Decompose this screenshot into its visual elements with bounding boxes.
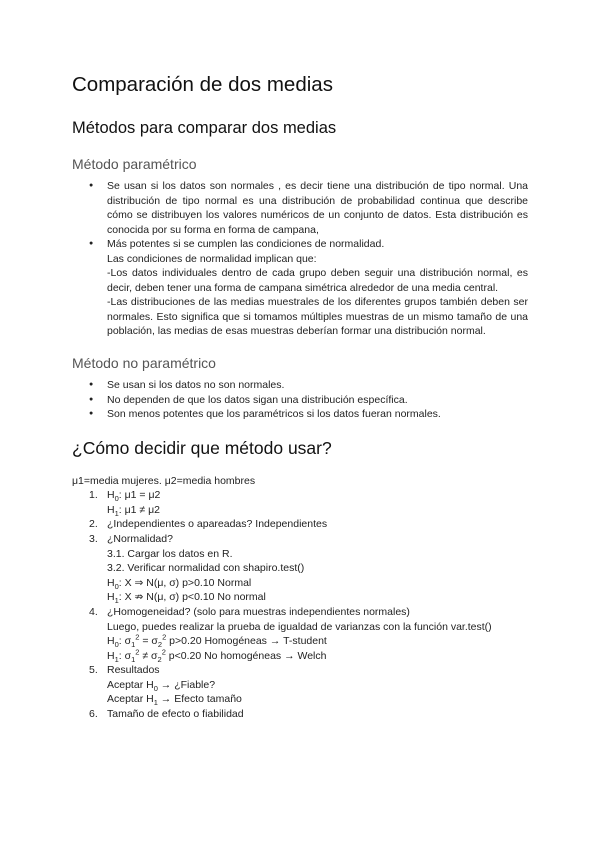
hypothesis-h0: $H_0$: X ⇒ N(μ, σ) p>0.10 Normal: [107, 576, 252, 591]
step-number: 5.: [89, 664, 98, 677]
document-page: [72, 70, 528, 722]
page-title: Comparación de dos medias: [72, 73, 333, 96]
step-text: Resultados: [107, 664, 160, 677]
step-substep: 3.1. Cargar los datos en R.: [107, 547, 233, 560]
accept-h0: Aceptar $H_0$ → ¿Fiable?: [107, 678, 216, 693]
step-substep: Luego, puedes realizar la prueba de igualdad de varianzas con la función var.test(): [107, 620, 492, 633]
list-item: ● Son menos potentes que los paramétricos si los datos fueran normales.: [72, 407, 528, 422]
nonparametric-section: [72, 353, 528, 422]
list-item-text: Más potentes si se cumplen las condiciones de normalidad.: [107, 238, 385, 250]
step-number: 4.: [89, 605, 98, 618]
step-number: 1.: [89, 489, 98, 502]
step-2: [72, 517, 528, 532]
hypothesis-h0: $H_0$: μ1 = μ2: [107, 489, 161, 504]
step-6: [72, 707, 528, 722]
accept-h1: Aceptar $H_1$ → Efecto tamaño: [107, 693, 242, 708]
section-heading-decide: ¿Cómo decidir que método usar?: [72, 437, 332, 458]
list-item: ● Se usan si los datos son normales , es decir tiene una distribución de tipo normal. Una distribución de tipo normal es una distribución de probabilidad continua que describe cómo se distribuyen los valores numéricos de un conjunto de datos. Esta distribución es conocida por su forma en forma de campana,: [72, 179, 528, 237]
step-3: [72, 532, 528, 605]
parametric-heading: Método paramétrico: [72, 156, 197, 172]
mu-definitions: μ1=media mujeres. μ2=media hombres: [72, 474, 256, 487]
step-text: ¿Homogeneidad? (solo para muestras independientes normales): [107, 605, 410, 618]
normality-condition-1: -Los datos individuales dentro de cada grupo deben seguir una distribución normal, es decir, deben tener una forma de campana simétrica alrededor de una media central.: [107, 267, 528, 294]
normality-condition-2: -Las distribuciones de las medias muestrales de los diferentes grupos también deben ser normales. Esto significa que si tomamos múltiples muestras de un mismo tamaño de una población, las medias de esas muestras deberían formar una distribución normal.: [107, 296, 528, 338]
hypothesis-h1: $H_1$: μ1 ≠ μ2: [107, 503, 160, 518]
hypothesis-h0: $H_0$: $\sigma_1^2 = \sigma_2^2$ p>0.20 Homogéneas → T-student: [107, 632, 327, 650]
hypothesis-h1: $H_1$: X ⇏ N(μ, σ) p<0.10 No normal: [107, 591, 266, 606]
normality-conditions-intro: Las condiciones de normalidad implican que:: [107, 252, 317, 265]
step-text: ¿Independientes o apareadas? Independientes: [107, 518, 328, 531]
section-heading-methods: Métodos para comparar dos medias: [72, 119, 337, 137]
step-number: 3.: [89, 532, 98, 545]
step-text: ¿Normalidad?: [107, 532, 173, 545]
step-number: 2.: [89, 518, 98, 531]
steps-list: [72, 488, 528, 722]
parametric-section: [72, 154, 528, 339]
step-number: 6.: [89, 708, 98, 721]
nonparametric-list: [72, 378, 528, 422]
step-text: Tamaño de efecto o fiabilidad: [107, 708, 244, 721]
step-5: [72, 663, 528, 707]
list-item: ● No dependen de que los datos sigan una distribución específica.: [72, 393, 528, 408]
nonparametric-heading: Método no paramétrico: [72, 355, 216, 372]
parametric-list: [72, 179, 528, 252]
step-4: [72, 605, 528, 663]
decision-steps: [72, 474, 528, 722]
step-substep: 3.2. Verificar normalidad con shapiro.test(): [107, 562, 305, 575]
hypothesis-h1: $H_1$: $\sigma_1^2 \ne \sigma_2^2$ p<0.20 No homogéneas → Welch: [107, 647, 327, 664]
list-item: [72, 237, 528, 252]
list-item: ● Se usan si los datos no son normales.: [72, 378, 528, 393]
step-1: [72, 488, 528, 517]
